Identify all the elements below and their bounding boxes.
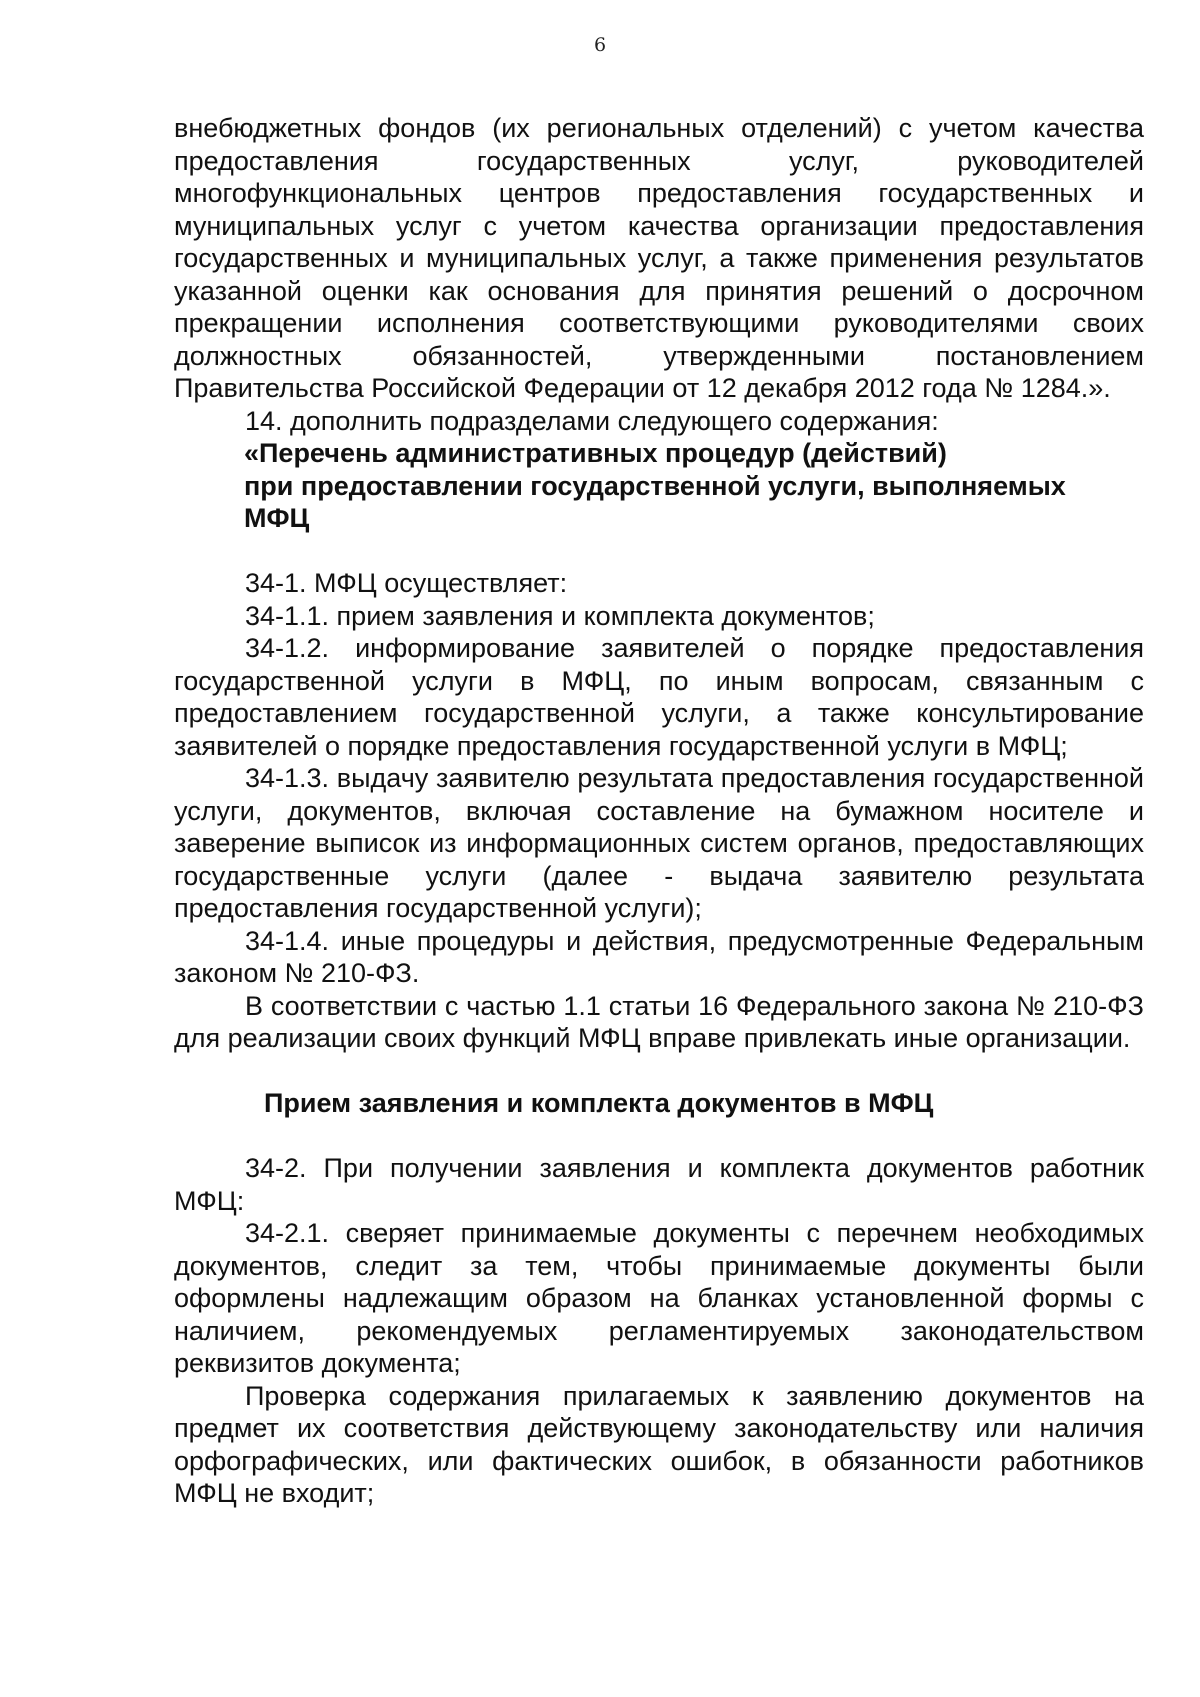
document-body (174, 112, 1144, 1510)
paragraph-34-1-2: 34-1.2. информирование заявителей о порядке предоставления государственной услуги в МФЦ, по иным вопросам, связанным с предоставлением государственной услуги, а также консультирование заявителей о порядке предоставления государственной услуги в МФЦ; (174, 633, 1144, 761)
paragraph-34-1-3: 34-1.3. выдачу заявителю результата предоставления государственной услуги, документов, включая составление на бумажном носителе и заверение выписок из информационных систем органов, предоставляющих государственные услуги (далее - выдача заявителю результата предоставления государственной услуги); (174, 763, 1144, 923)
paragraph-verification: Проверка содержания прилагаемых к заявлению документов на предмет их соответствия действующему законодательству или наличия орфографических, или фактических ошибок, в обязанности работников МФЦ не входит; (174, 1380, 1144, 1508)
spacer (174, 535, 1144, 568)
paragraph-article-16: В соответствии с частью 1.1 статьи 16 Федерального закона № 210-ФЗ для реализации своих функций МФЦ вправе привлекать иные организации. (174, 990, 1144, 1053)
paragraph-item-14: 14. дополнить подразделами следующего содержания: (245, 405, 939, 436)
section-heading-reception: Прием заявления и комплекта документов в МФЦ (264, 1088, 934, 1118)
heading-line: МФЦ (244, 503, 310, 533)
paragraph-34-1-1: 34-1.1. прием заявления и комплекта документов; (245, 600, 875, 631)
paragraph-34-1-4: 34-1.4. иные процедуры и действия, предусмотренные Федеральным законом № 210-ФЗ. (174, 925, 1144, 988)
spacer (174, 1055, 1144, 1088)
paragraph-funds-evaluation: внебюджетных фондов (их региональных отделений) с учетом качества предоставления государственных услуг, руководителей многофункциональных центров предоставления государственных и муниципальных услуг с учетом качества организации предоставления государственных и муниципальных услуг, а также применения результатов указанной оценки как основания для принятия решений о досрочном прекращении исполнения соответствующими руководителями своих должностных обязанностей, утвержденными постановлением Правительства Российской Федерации от 12 декабря 2012 года № 1284.». (174, 113, 1144, 403)
spacer (174, 1120, 1144, 1153)
heading-line: «Перечень административных процедур (действий) (244, 438, 947, 468)
heading-line: при предоставлении государственной услуги, выполняемых (244, 470, 1066, 501)
page-number: 6 (593, 34, 607, 56)
paragraph-34-1: 34-1. МФЦ осуществляет: (245, 568, 568, 598)
section-heading-procedures (244, 437, 1144, 535)
paragraph-34-2: 34-2. При получении заявления и комплекта документов работник МФЦ: (174, 1153, 1144, 1216)
paragraph-34-2-1: 34-2.1. сверяет принимаемые документы с перечнем необходимых документов, следит за тем, чтобы принимаемые документы были оформлены надлежащим образом на бланках установленной формы с наличием, рекомендуемых регламентируемых законодательством реквизитов документа; (174, 1218, 1144, 1378)
